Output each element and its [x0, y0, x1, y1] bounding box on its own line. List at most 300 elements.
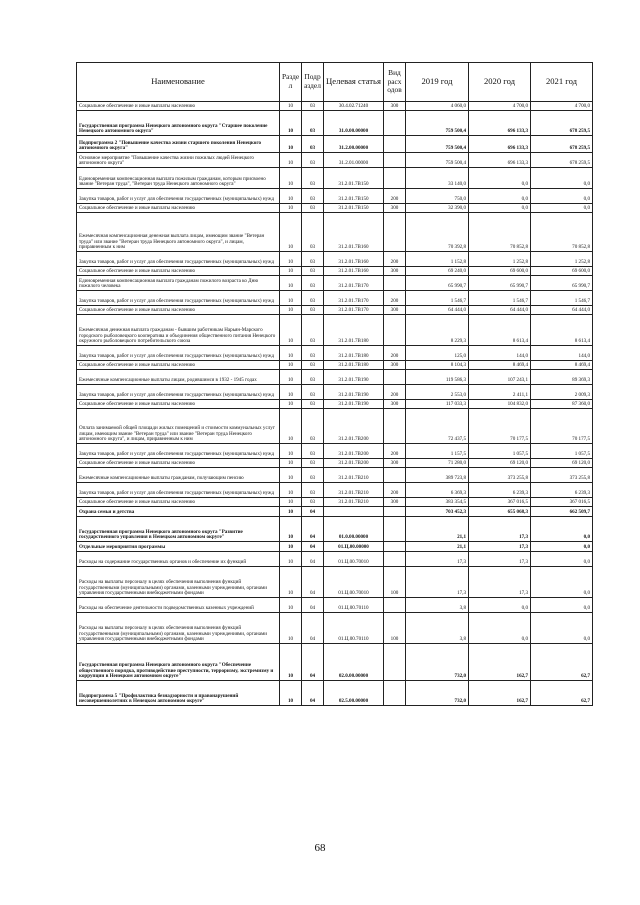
row-amount-2019: 65 990,7 — [406, 276, 469, 291]
table-row — [77, 189, 593, 204]
table-row — [77, 136, 593, 153]
row-podrazdel: 03 — [302, 498, 324, 507]
row-amount-2019: 6 369,3 — [406, 483, 469, 498]
row-target-article: 31.2.01.7В170 — [324, 276, 384, 291]
row-podrazdel: 03 — [302, 111, 324, 136]
table-row — [77, 444, 593, 459]
row-name: Закупка товаров, работ и услуг для обеспечения государственных (муниципальных) нужд — [77, 385, 280, 400]
row-razdel: 10 — [280, 409, 302, 444]
row-amount-2021: 0,0 — [531, 189, 593, 204]
row-podrazdel: 04 — [302, 567, 324, 598]
row-amount-2019: 71 280,0 — [406, 459, 469, 468]
row-amount-2019: 69 240,0 — [406, 267, 469, 276]
row-podrazdel: 03 — [302, 153, 324, 168]
row-podrazdel: 03 — [302, 306, 324, 315]
header-podrazdel: Подр аздел — [302, 63, 324, 102]
row-razdel: 10 — [280, 111, 302, 136]
row-name: Социальное обеспечение и иные выплаты населению — [77, 306, 280, 315]
row-razdel: 10 — [280, 213, 302, 252]
row-razdel: 10 — [280, 291, 302, 306]
row-podrazdel: 03 — [302, 459, 324, 468]
row-target-article: 31.2.01.7В160 — [324, 267, 384, 276]
row-amount-2019: 1 546,7 — [406, 291, 469, 306]
row-amount-2021: 0,0 — [531, 613, 593, 644]
row-amount-2021: 1 057,5 — [531, 444, 593, 459]
row-razdel: 10 — [280, 613, 302, 644]
row-name: Государственная программа Ненецкого автономного округа "Обеспечение общественного порядка, противодействие преступности, терроризму, экстремизму и коррупции в Ненецком автономном округе" — [77, 644, 280, 681]
row-razdel: 10 — [280, 361, 302, 370]
row-amount-2020: 4 700,0 — [469, 102, 531, 111]
row-amount-2020: 367 016,5 — [469, 498, 531, 507]
table-row — [77, 400, 593, 409]
page-number: 68 — [314, 842, 326, 854]
header-target-article: Целевая статья — [324, 63, 384, 102]
table-row — [77, 361, 593, 370]
row-amount-2021: 0,0 — [531, 598, 593, 613]
row-podrazdel: 03 — [302, 385, 324, 400]
table-row — [77, 598, 593, 613]
row-razdel: 10 — [280, 102, 302, 111]
table-row — [77, 315, 593, 346]
row-name: Охрана семьи и детства — [77, 507, 280, 517]
row-target-article: 31.2.01.7В160 — [324, 252, 384, 267]
row-amount-2019: 17,3 — [406, 567, 469, 598]
row-amount-2020: 655 068,3 — [469, 507, 531, 517]
row-razdel: 10 — [280, 189, 302, 204]
row-razdel: 10 — [280, 444, 302, 459]
row-target-article: 31.2.01.7В180 — [324, 315, 384, 346]
row-expense-type: 200 — [384, 291, 406, 306]
row-name: Социальное обеспечение и иные выплаты населению — [77, 498, 280, 507]
row-amount-2020: 0,0 — [469, 189, 531, 204]
row-razdel: 10 — [280, 542, 302, 552]
row-amount-2021: 1 546,7 — [531, 291, 593, 306]
row-expense-type: 300 — [384, 267, 406, 276]
row-amount-2021: 0,0 — [531, 517, 593, 542]
row-expense-type: 300 — [384, 204, 406, 213]
table-row — [77, 644, 593, 681]
row-podrazdel: 03 — [302, 370, 324, 385]
row-name: Ежемесячные компенсационные выплаты лицам, родившимся в 1932 - 1945 годах — [77, 370, 280, 385]
row-podrazdel: 04 — [302, 681, 324, 706]
row-amount-2021: 65 990,7 — [531, 276, 593, 291]
row-razdel: 10 — [280, 552, 302, 567]
header-2019: 2019 год — [406, 63, 469, 102]
row-expense-type: 300 — [384, 498, 406, 507]
row-name: Подпрограмма 2 "Повышение качества жизни старшего поколения Ненецкого автономного округа" — [77, 136, 280, 153]
row-podrazdel: 03 — [302, 276, 324, 291]
row-razdel: 10 — [280, 153, 302, 168]
row-razdel: 10 — [280, 567, 302, 598]
row-amount-2019: 33 140,0 — [406, 168, 469, 189]
row-target-article: 01.Ц.00.70110 — [324, 598, 384, 613]
row-podrazdel: 04 — [302, 613, 324, 644]
row-expense-type: 300 — [384, 306, 406, 315]
row-name: Закупка товаров, работ и услуг для обеспечения государственных (муниципальных) нужд — [77, 291, 280, 306]
row-amount-2020: 70 852,8 — [469, 213, 531, 252]
row-amount-2021: 373 255,8 — [531, 468, 593, 483]
row-amount-2020: 2 411,1 — [469, 385, 531, 400]
row-target-article: 31.2.01.7В170 — [324, 306, 384, 315]
row-target-article: 31.2.01.7В190 — [324, 370, 384, 385]
row-amount-2019: 3,8 — [406, 598, 469, 613]
row-amount-2020: 8 469,4 — [469, 361, 531, 370]
row-amount-2021: 678 259,5 — [531, 153, 593, 168]
row-razdel: 10 — [280, 346, 302, 361]
row-amount-2019: 1 157,5 — [406, 444, 469, 459]
row-amount-2019: 125,0 — [406, 346, 469, 361]
row-name: Социальное обеспечение и иные выплаты населению — [77, 267, 280, 276]
row-amount-2020: 69 600,0 — [469, 267, 531, 276]
row-target-article: 31.2.01.7В210 — [324, 468, 384, 483]
row-target-article: 31.2.01.00000 — [324, 153, 384, 168]
table-header-row — [77, 63, 593, 102]
row-podrazdel: 03 — [302, 252, 324, 267]
row-amount-2019: 759 500,4 — [406, 153, 469, 168]
table-row — [77, 409, 593, 444]
row-amount-2019: 8 104,3 — [406, 361, 469, 370]
row-expense-type — [384, 552, 406, 567]
row-amount-2020: 1 252,8 — [469, 252, 531, 267]
row-amount-2019: 4 060,0 — [406, 102, 469, 111]
row-podrazdel: 03 — [302, 409, 324, 444]
row-name: Социальное обеспечение и иные выплаты населению — [77, 361, 280, 370]
row-amount-2021: 1 252,8 — [531, 252, 593, 267]
row-amount-2021: 678 259,5 — [531, 136, 593, 153]
row-name: Отдельные мероприятия программы — [77, 542, 280, 552]
table-row — [77, 291, 593, 306]
row-amount-2020: 17,3 — [469, 542, 531, 552]
header-expense-type: Вид расх одов — [384, 63, 406, 102]
row-amount-2020: 104 832,0 — [469, 400, 531, 409]
row-target-article: 31.2.01.7В200 — [324, 459, 384, 468]
row-podrazdel: 04 — [302, 542, 324, 552]
row-target-article: 02.5.00.00000 — [324, 681, 384, 706]
row-amount-2020: 696 133,3 — [469, 153, 531, 168]
row-target-article: 31.2.01.7В150 — [324, 189, 384, 204]
row-amount-2019: 72 437,5 — [406, 409, 469, 444]
row-amount-2021: 8 469,4 — [531, 361, 593, 370]
row-name: Единовременная компенсационная выплата гражданам пожилого возраста ко Дню пожилого человека — [77, 276, 280, 291]
table-row — [77, 552, 593, 567]
row-podrazdel: 03 — [302, 168, 324, 189]
table-row — [77, 542, 593, 552]
row-expense-type — [384, 598, 406, 613]
budget-table-container — [76, 62, 592, 706]
row-podrazdel: 04 — [302, 644, 324, 681]
row-expense-type: 100 — [384, 567, 406, 598]
row-expense-type: 300 — [384, 361, 406, 370]
row-amount-2020: 0,0 — [469, 598, 531, 613]
row-amount-2021: 0,0 — [531, 567, 593, 598]
row-amount-2020: 0,0 — [469, 204, 531, 213]
row-amount-2021: 0,0 — [531, 542, 593, 552]
row-target-article: 01.Ц.00.70110 — [324, 613, 384, 644]
row-podrazdel: 03 — [302, 267, 324, 276]
table-row — [77, 252, 593, 267]
row-amount-2020: 1 546,7 — [469, 291, 531, 306]
row-razdel: 10 — [280, 276, 302, 291]
row-amount-2020: 17,3 — [469, 567, 531, 598]
row-expense-type — [384, 370, 406, 385]
row-amount-2019: 70 392,8 — [406, 213, 469, 252]
row-expense-type — [384, 681, 406, 706]
row-target-article: 31.2.01.7В160 — [324, 213, 384, 252]
row-name: Социальное обеспечение и иные выплаты населению — [77, 204, 280, 213]
row-amount-2021: 89 369,3 — [531, 370, 593, 385]
row-amount-2021: 70 852,8 — [531, 213, 593, 252]
row-amount-2020: 17,3 — [469, 552, 531, 567]
row-target-article: 01.0.00.00000 — [324, 517, 384, 542]
table-row — [77, 153, 593, 168]
table-row — [77, 567, 593, 598]
row-target-article: 31.2.01.7В210 — [324, 483, 384, 498]
row-amount-2020: 69 120,0 — [469, 459, 531, 468]
row-name: Основное мероприятие "Повышение качества жизни пожилых людей Ненецкого автономного округа" — [77, 153, 280, 168]
table-row — [77, 204, 593, 213]
row-podrazdel: 03 — [302, 444, 324, 459]
row-amount-2021: 69 120,0 — [531, 459, 593, 468]
row-target-article: 31.2.01.7В200 — [324, 409, 384, 444]
row-podrazdel: 04 — [302, 552, 324, 567]
row-razdel: 10 — [280, 598, 302, 613]
row-razdel: 10 — [280, 517, 302, 542]
row-amount-2021: 6 239,3 — [531, 483, 593, 498]
row-name: Подпрограмма 5 "Профилактика безнадзорности и правонарушений несовершеннолетних в Ненецком автономном округе" — [77, 681, 280, 706]
row-razdel: 10 — [280, 370, 302, 385]
row-name: Социальное обеспечение и иные выплаты населению — [77, 102, 280, 111]
row-amount-2020: 0,0 — [469, 168, 531, 189]
row-podrazdel: 04 — [302, 507, 324, 517]
row-expense-type — [384, 111, 406, 136]
row-target-article: 31.2.01.7В170 — [324, 291, 384, 306]
row-razdel: 10 — [280, 468, 302, 483]
row-amount-2021: 62,7 — [531, 681, 593, 706]
table-row — [77, 681, 593, 706]
row-amount-2020: 64 444,0 — [469, 306, 531, 315]
row-target-article: 30.4.02.71240 — [324, 102, 384, 111]
row-podrazdel: 03 — [302, 315, 324, 346]
row-razdel: 10 — [280, 483, 302, 498]
header-2020: 2020 год — [469, 63, 531, 102]
row-expense-type: 200 — [384, 385, 406, 400]
row-expense-type: 100 — [384, 613, 406, 644]
row-name: Закупка товаров, работ и услуг для обеспечения государственных (муниципальных) нужд — [77, 189, 280, 204]
row-expense-type — [384, 644, 406, 681]
row-expense-type — [384, 517, 406, 542]
table-row — [77, 346, 593, 361]
row-name: Ежемесячная денежная выплата гражданам - бывшим работникам Нарьян-Марского городского рыболовецкого кооператива и объединения общественного питания Ненецкого окружного рыболовецкого потребительского союза — [77, 315, 280, 346]
row-amount-2019: 32 390,0 — [406, 204, 469, 213]
row-razdel: 10 — [280, 507, 302, 517]
row-name: Оплата занимаемой общей площади жилых помещений и стоимости коммунальных услуг лицам, имеющим звание "Ветеран труда" или звание "Ветеран труда Ненецкого автономного округа", и лицам, приравненным к ним — [77, 409, 280, 444]
row-amount-2020: 696 133,3 — [469, 136, 531, 153]
table-row — [77, 507, 593, 517]
row-name: Ежемесячные компенсационные выплаты гражданам, получающим пенсию — [77, 468, 280, 483]
row-razdel: 10 — [280, 252, 302, 267]
row-amount-2019: 21,1 — [406, 542, 469, 552]
row-target-article: 31.2.01.7В210 — [324, 498, 384, 507]
row-amount-2020: 6 239,3 — [469, 483, 531, 498]
table-row — [77, 111, 593, 136]
row-target-article — [324, 507, 384, 517]
row-target-article: 31.2.01.7В190 — [324, 400, 384, 409]
table-row — [77, 267, 593, 276]
row-razdel: 10 — [280, 204, 302, 213]
row-expense-type — [384, 315, 406, 346]
header-name: Наименование — [77, 63, 280, 102]
row-expense-type: 200 — [384, 444, 406, 459]
row-podrazdel: 03 — [302, 400, 324, 409]
row-amount-2019: 64 444,0 — [406, 306, 469, 315]
table-row — [77, 459, 593, 468]
row-razdel: 10 — [280, 168, 302, 189]
row-amount-2019: 2 553,0 — [406, 385, 469, 400]
table-row — [77, 276, 593, 291]
row-amount-2019: 759 500,4 — [406, 136, 469, 153]
row-podrazdel: 03 — [302, 483, 324, 498]
row-amount-2021: 0,0 — [531, 204, 593, 213]
row-amount-2019: 383 354,5 — [406, 498, 469, 507]
row-expense-type: 200 — [384, 483, 406, 498]
row-amount-2021: 64 444,0 — [531, 306, 593, 315]
row-name: Социальное обеспечение и иные выплаты населению — [77, 400, 280, 409]
row-expense-type: 300 — [384, 459, 406, 468]
table-row — [77, 168, 593, 189]
row-expense-type — [384, 276, 406, 291]
row-amount-2019: 119 586,3 — [406, 370, 469, 385]
row-amount-2020: 17,3 — [469, 517, 531, 542]
header-razdel: Разде л — [280, 63, 302, 102]
table-row — [77, 385, 593, 400]
row-amount-2020: 70 177,5 — [469, 409, 531, 444]
row-amount-2019: 117 033,3 — [406, 400, 469, 409]
row-amount-2021: 8 613,4 — [531, 315, 593, 346]
row-podrazdel: 03 — [302, 204, 324, 213]
budget-table — [76, 62, 593, 706]
row-amount-2020: 8 613,4 — [469, 315, 531, 346]
row-expense-type — [384, 213, 406, 252]
header-2021: 2021 год — [531, 63, 593, 102]
row-expense-type: 200 — [384, 346, 406, 361]
table-row — [77, 213, 593, 252]
row-name: Закупка товаров, работ и услуг для обеспечения государственных (муниципальных) нужд — [77, 444, 280, 459]
row-amount-2021: 87 360,0 — [531, 400, 593, 409]
row-amount-2020: 696 133,3 — [469, 111, 531, 136]
row-expense-type: 300 — [384, 400, 406, 409]
table-row — [77, 517, 593, 542]
row-amount-2019: 17,3 — [406, 552, 469, 567]
row-amount-2021: 70 177,5 — [531, 409, 593, 444]
row-name: Единовременная компенсационная выплата пожилым гражданам, которым присвоено звание "Ветеран труда", "Ветеран труда Ненецкого автономного округа" — [77, 168, 280, 189]
row-expense-type: 300 — [384, 102, 406, 111]
row-razdel: 10 — [280, 136, 302, 153]
row-amount-2020: 0,0 — [469, 613, 531, 644]
row-amount-2019: 732,0 — [406, 644, 469, 681]
row-razdel: 10 — [280, 306, 302, 315]
row-amount-2019: 1 152,8 — [406, 252, 469, 267]
row-amount-2020: 1 057,5 — [469, 444, 531, 459]
row-amount-2021: 144,0 — [531, 346, 593, 361]
table-row — [77, 613, 593, 644]
row-razdel: 10 — [280, 644, 302, 681]
row-amount-2021: 367 016,5 — [531, 498, 593, 507]
table-row — [77, 102, 593, 111]
row-name: Расходы на содержание государственных органов и обеспечение их функций — [77, 552, 280, 567]
row-razdel: 10 — [280, 681, 302, 706]
row-amount-2019: 3,8 — [406, 613, 469, 644]
row-target-article: 31.2.01.7В150 — [324, 204, 384, 213]
row-podrazdel: 03 — [302, 468, 324, 483]
row-target-article: 01.Ц.00.70010 — [324, 552, 384, 567]
table-row — [77, 468, 593, 483]
row-amount-2019: 732,0 — [406, 681, 469, 706]
row-amount-2019: 703 452,3 — [406, 507, 469, 517]
row-podrazdel: 04 — [302, 517, 324, 542]
row-amount-2019: 8 229,3 — [406, 315, 469, 346]
row-expense-type: 200 — [384, 189, 406, 204]
row-razdel: 10 — [280, 498, 302, 507]
row-name: Расходы на выплаты персоналу в целях обеспечения выполнения функций государственными (муниципальными) органами, казенными учреждениями, органами управления государственными внебюджетными фондами — [77, 567, 280, 598]
row-amount-2020: 144,0 — [469, 346, 531, 361]
row-target-article: 31.2.01.7В190 — [324, 385, 384, 400]
table-row — [77, 483, 593, 498]
row-amount-2021: 2 009,3 — [531, 385, 593, 400]
row-name: Социальное обеспечение и иные выплаты населению — [77, 459, 280, 468]
row-razdel: 10 — [280, 267, 302, 276]
row-podrazdel: 03 — [302, 361, 324, 370]
row-razdel: 10 — [280, 315, 302, 346]
row-name: Закупка товаров, работ и услуг для обеспечения государственных (муниципальных) нужд — [77, 483, 280, 498]
table-body — [77, 102, 593, 706]
row-expense-type — [384, 468, 406, 483]
row-name: Государственная программа Ненецкого автономного округа "Старшее поколение Ненецкого автономного округа" — [77, 111, 280, 136]
row-amount-2020: 107 243,1 — [469, 370, 531, 385]
row-amount-2021: 662 509,7 — [531, 507, 593, 517]
row-target-article: 02.0.00.00000 — [324, 644, 384, 681]
row-amount-2021: 0,0 — [531, 552, 593, 567]
row-name: Расходы на выплаты персоналу в целях обеспечения выполнения функций государственными (муниципальными) органами, казенными учреждениями, органами управления государственными внебюджетными фондами — [77, 613, 280, 644]
row-amount-2021: 4 700,0 — [531, 102, 593, 111]
row-amount-2020: 65 990,7 — [469, 276, 531, 291]
row-amount-2019: 21,1 — [406, 517, 469, 542]
table-row — [77, 370, 593, 385]
row-amount-2021: 69 600,0 — [531, 267, 593, 276]
row-expense-type — [384, 168, 406, 189]
row-amount-2021: 0,0 — [531, 168, 593, 189]
row-razdel: 10 — [280, 400, 302, 409]
row-amount-2020: 162,7 — [469, 681, 531, 706]
row-target-article: 31.2.01.7В180 — [324, 361, 384, 370]
row-target-article: 31.2.01.7В200 — [324, 444, 384, 459]
row-amount-2021: 678 259,5 — [531, 111, 593, 136]
row-podrazdel: 03 — [302, 102, 324, 111]
row-amount-2019: 750,0 — [406, 189, 469, 204]
row-expense-type — [384, 409, 406, 444]
row-amount-2019: 759 500,4 — [406, 111, 469, 136]
row-target-article: 31.2.01.7В180 — [324, 346, 384, 361]
table-row — [77, 306, 593, 315]
row-razdel: 10 — [280, 385, 302, 400]
row-podrazdel: 03 — [302, 189, 324, 204]
row-podrazdel: 03 — [302, 291, 324, 306]
row-podrazdel: 03 — [302, 346, 324, 361]
row-name: Государственная программа Ненецкого автономного округа "Развитие государственного управления в Ненецком автономном округе" — [77, 517, 280, 542]
row-expense-type — [384, 507, 406, 517]
row-podrazdel: 04 — [302, 598, 324, 613]
row-target-article: 01.Ц.00.70010 — [324, 567, 384, 598]
row-razdel: 10 — [280, 459, 302, 468]
